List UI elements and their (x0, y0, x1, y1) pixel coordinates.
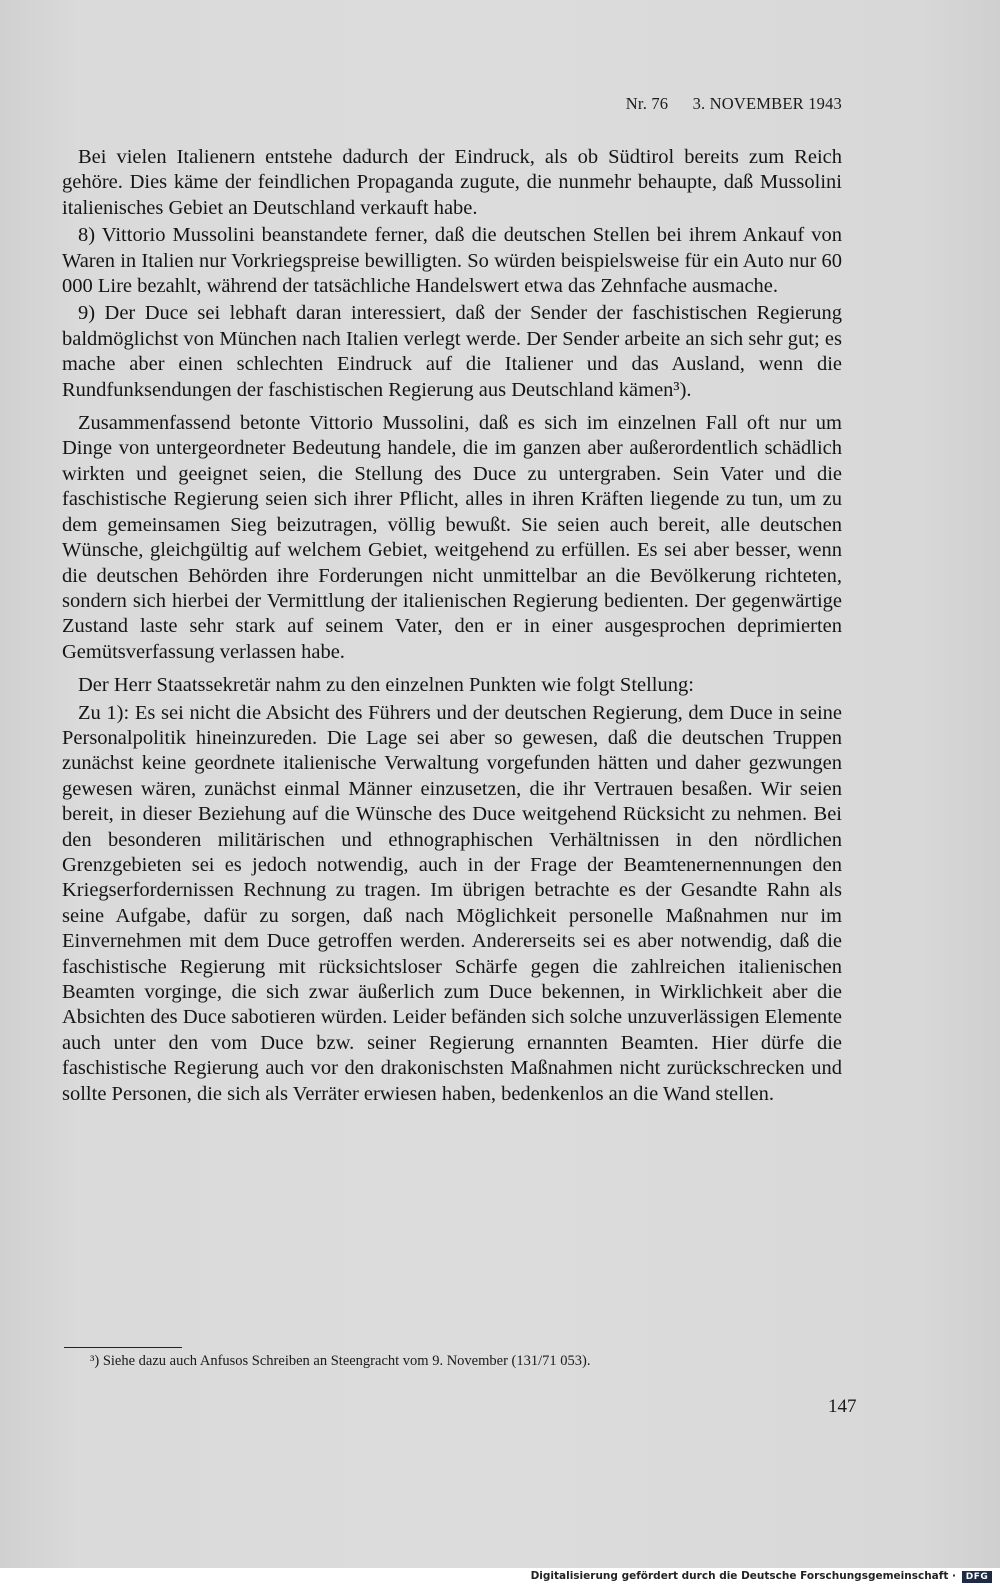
paragraph: 9) Der Duce sei lebhaft daran interessiert, daß der Sender der faschistischen Regierung baldmöglichst von München nach Italien verlegt werde. Der Sender arbeite an sich sehr gut; es mache aber einen schlechten Eindruck auf die Italiener und das Ausland, wenn die Rundfunksendungen der faschistischen Regierung aus Deutschland kämen³). (62, 302, 842, 401)
footnote-divider (64, 1347, 182, 1348)
document-number: Nr. 76 (625, 94, 669, 113)
paragraph: 8) Vittorio Mussolini beanstandete ferner, daß die deutschen Stellen bei ihrem Ankauf von Waren in Italien nur Vorkriegspreise bewilligten. So würden beispielsweise für ein Auto nur 60 000 Lire bezahlt, während der tatsächliche Handelswert etwa das Zehnfache ausmache. (62, 224, 842, 298)
running-header (626, 94, 842, 114)
digitization-band (0, 1568, 1000, 1586)
paragraph: Zusammenfassend betonte Vittorio Mussolini, daß es sich im einzelnen Fall oft nur um Dinge von untergeordneter Bedeutung handele, die im ganzen aber außerordentlich schädlich wirkten und geeignet seien, die Stellung des Duce zu untergraben. Sein Vater und die faschistische Regierung seien sich ihrer Pflicht, alles in ihren Kräften liegende zu tun, um zu dem gemeinsamen Sieg beizutragen, völlig bewußt. Sie seien auch bereit, alle deutschen Wünsche, gleichgültig auf welchem Gebiet, weitgehend zu erfüllen. Es sei aber besser, wenn die deutschen Behörden ihre Forderungen nicht unmittelbar an die Bevölkerung richteten, sondern sich hierbei der Vermittlung der italienischen Regierung bedienten. Der gegenwärtige Zustand laste sehr stark auf seinem Vater, den er in einer ausgesprochen deprimierten Gemütsverfassung verlassen habe. (62, 412, 842, 663)
paragraph: Der Herr Staatssekretär nahm zu den einzelnen Punkten wie folgt Stellung: (78, 674, 694, 697)
paragraph: Bei vielen Italienern entstehe dadurch der Eindruck, als ob Südtirol bereits zum Reich gehöre. Dies käme der feindlichen Propaganda zugute, die nunmehr behaupte, daß Mussolini italienisches Gebiet an Deutschland verkauft habe. (62, 146, 842, 219)
footnote-text: Siehe dazu auch Anfusos Schreiben an Steengracht vom 9. November (131/71 053). (102, 1353, 591, 1369)
funding-credit: Digitalisierung gefördert durch die Deutsche Forschungsgemeinschaft · (530, 1570, 956, 1582)
footnote (90, 1353, 590, 1370)
dfg-logo: DFG (962, 1571, 992, 1583)
document-date: 3. NOVEMBER 1943 (692, 94, 842, 113)
body-text (62, 145, 842, 1107)
page-number: 147 (828, 1396, 857, 1417)
paragraph: Zu 1): Es sei nicht die Absicht des Führers und der deutschen Regierung, dem Duce in seine Personalpolitik hineinzureden. Die Lage sei aber so gewesen, daß die deutschen Truppen zunächst keine geordnete italienische Verwaltung vorgefunden hätten und daher gezwungen gewesen wären, zunächst einmal Männer einzusetzen, die ihr Vertrauen besaßen. Wir seien bereit, in dieser Beziehung auf die Wünsche des Duce weitgehend Rücksicht zu nehmen. Bei den besonderen militärischen und ethnographischen Verhältnissen in den nördlichen Grenzgebieten sei es jedoch notwendig, auch in der Frage der Beamtenernennungen den Kriegserfordernissen Rechnung zu tragen. Im übrigen betrachte es der Gesandte Rahn als seine Aufgabe, dafür zu sorgen, daß nach Möglichkeit personelle Maßnahmen nur im Einvernehmen mit dem Duce getroffen werden. Andererseits sei es aber notwendig, daß die faschistische Regierung mit rücksichtsloser Schärfe gegen die zahlreichen italienischen Beamten vorginge, die sich zwar äußerlich zum Duce bekennen, in Wirklichkeit aber die Absichten des Duce sabotieren würden. Leider befänden sich solche unzuverlässigen Elemente auch unter den vom Duce bzw. seiner Regierung ernannten Beamten. Hier dürfe die faschistische Regierung auch vor den drakonischsten Maßnahmen nicht zurückschrecken und sollte Personen, die sich als Verräter erwiesen haben, bedenkenlos an die Wand stellen. (62, 701, 842, 1105)
footnote-marker: ³) (90, 1353, 100, 1369)
